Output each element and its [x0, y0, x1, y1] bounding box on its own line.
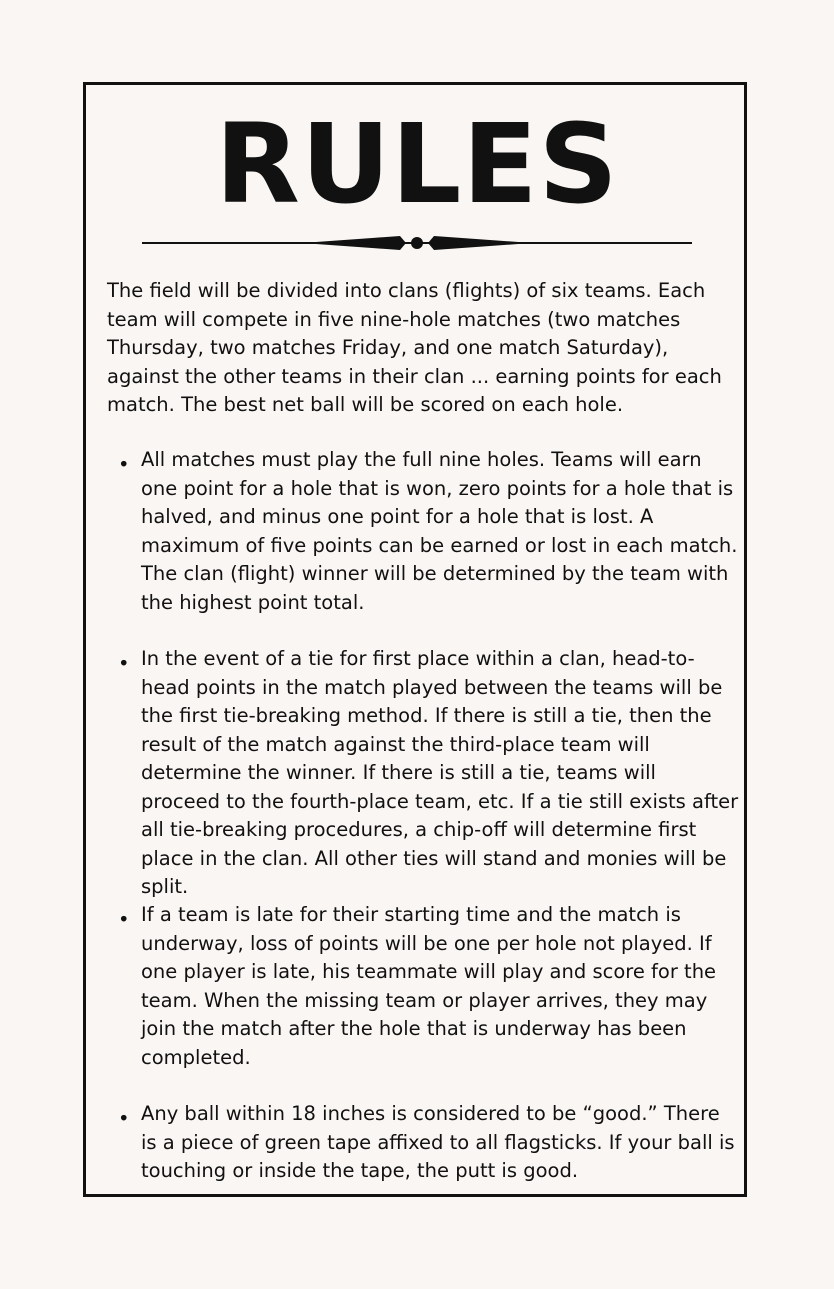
rule-item-late-arrival: If a team is late for their starting time and the match is underway, loss of points will be one per hole not played. If one player is late, his teammate will play and score for the team. When the missing team or player arrives, they may join the match after the hole that is underway has been completed. — [141, 903, 717, 1069]
bullet-marker: • — [118, 1107, 130, 1130]
rule-item-tie-breaking: In the event of a tie for first place within a clan, head-to-head points in the match played between the teams will be the first tie-breaking method. If there is still a tie, then the result of the match against the third-place team will determine the winner. If there is still a tie, teams will proceed to the fourth-place team, etc. If a tie still exists after all tie-breaking procedures, a chip-off will determine first place in the clan. All other ties will stand and monies will be split. — [141, 647, 739, 898]
intro-paragraph: The field will be divided into clans (flights) of six teams. Each team will compete in five nine-hole matches (two matches Thursday, two matches Friday, and one match Saturday), against the other teams in their clan ... earning points for each match. The best net ball will be scored on each hole. — [107, 279, 722, 416]
bullet-marker: • — [118, 652, 130, 675]
ornamental-divider — [142, 233, 692, 253]
bullet-marker: • — [118, 453, 130, 476]
rule-item-holes-scoring: All matches must play the full nine holes. Teams will earn one point for a hole that is won, zero points for a hole that is halved, and minus one point for a hole that is lost. A maximum of five points can be earned or lost in each match. The clan (flight) winner will be determined by the team with the highest point total. — [141, 448, 738, 614]
page-title: RULES — [215, 100, 619, 228]
bullet-marker: • — [118, 908, 130, 931]
rule-item-gimme-putt: Any ball within 18 inches is considered to be “good.” There is a piece of green tape affixed to all flagsticks. If your ball is touching or inside the tape, the putt is good. — [141, 1102, 735, 1182]
